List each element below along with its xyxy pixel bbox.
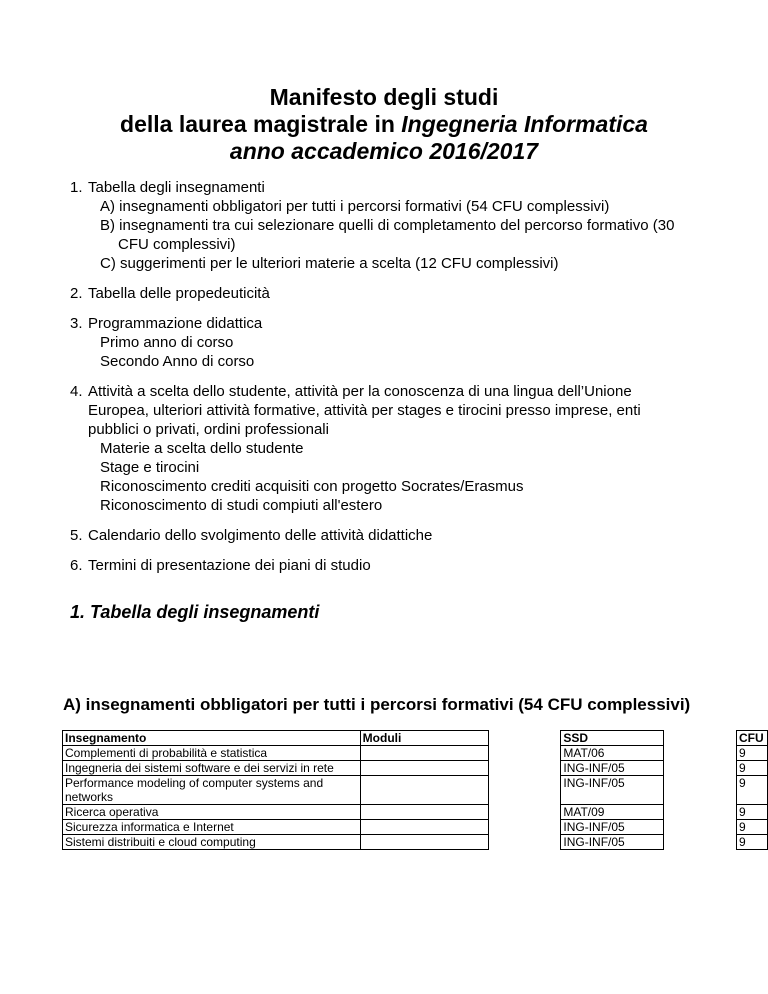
- toc-item-3: [70, 314, 730, 371]
- toc-label: Termini di presentazione dei piani di studio: [88, 557, 371, 574]
- course-moduli: [360, 805, 488, 820]
- toc-label-cont: Europea, ulteriori attività formative, attività per stages e tirocini presso imprese, enti: [88, 402, 641, 419]
- toc-num: 1.: [70, 179, 83, 196]
- column-gap: [664, 731, 737, 746]
- column-gap: [664, 835, 737, 850]
- course-moduli: [360, 820, 488, 835]
- toc-label: Calendario dello svolgimento delle attività didattiche: [88, 527, 433, 544]
- course-ssd: MAT/06: [561, 746, 664, 761]
- column-gap: [664, 805, 737, 820]
- column-gap: [664, 746, 737, 761]
- toc-item-1: [70, 178, 730, 273]
- section-heading: 1. Tabella degli insegnamenti: [70, 602, 320, 622]
- column-gap: [488, 746, 561, 761]
- course-name: Performance modeling of computer systems and networks: [63, 776, 361, 805]
- course-ssd: ING-INF/05: [561, 776, 664, 805]
- toc-sub: Stage e tirocini: [100, 459, 200, 476]
- course-name: Sicurezza informatica e Internet: [63, 820, 361, 835]
- course-cfu: 9: [737, 746, 768, 761]
- course-ssd: ING-INF/05: [561, 820, 664, 835]
- title-line-1: Manifesto degli studi: [269, 84, 499, 110]
- course-cfu: 9: [737, 776, 768, 805]
- column-gap: [488, 776, 561, 805]
- table-row: [63, 820, 768, 835]
- toc-sub: Materie a scelta dello studente: [100, 440, 304, 457]
- document-title: [0, 84, 768, 165]
- course-moduli: [360, 835, 488, 850]
- toc-item-4: [70, 382, 730, 515]
- header-ssd: SSD: [561, 731, 664, 746]
- table-row: [63, 835, 768, 850]
- toc-num: 2.: [70, 285, 83, 302]
- column-gap: [664, 761, 737, 776]
- course-cfu: 9: [737, 835, 768, 850]
- column-gap: [488, 805, 561, 820]
- title-line-3: anno accademico 2016/2017: [229, 138, 539, 164]
- course-cfu: 9: [737, 761, 768, 776]
- toc-label: Attività a scelta dello studente, attività per la conoscenza di una lingua dell’Unione: [88, 383, 632, 400]
- course-name: Complementi di probabilità e statistica: [63, 746, 361, 761]
- toc-sub: CFU complessivi): [118, 236, 236, 253]
- table-row: [63, 746, 768, 761]
- table-row: [63, 776, 768, 805]
- course-cfu: 9: [737, 805, 768, 820]
- toc-label-cont: pubblici o privati, ordini professionali: [88, 421, 329, 438]
- table-row: [63, 761, 768, 776]
- toc-item-5: [70, 526, 730, 545]
- course-name: Ingegneria dei sistemi software e dei servizi in rete: [63, 761, 361, 776]
- course-cfu: 9: [737, 820, 768, 835]
- toc-sub: Riconoscimento di studi compiuti all'estero: [100, 497, 383, 514]
- course-moduli: [360, 761, 488, 776]
- table-row: [63, 805, 768, 820]
- toc-item-6: [70, 556, 730, 575]
- column-gap: [488, 820, 561, 835]
- toc-num: 3.: [70, 315, 83, 332]
- toc-label: Tabella degli insegnamenti: [88, 179, 265, 196]
- toc-label: Programmazione didattica: [88, 315, 263, 332]
- course-moduli: [360, 776, 488, 805]
- title-line-2-italic: Ingegneria Informatica: [401, 111, 648, 137]
- toc-sub: B) insegnamenti tra cui selezionare quelli di completamento del percorso formativo (30: [100, 217, 675, 234]
- column-gap: [488, 761, 561, 776]
- toc-sub: Riconoscimento crediti acquisiti con progetto Socrates/Erasmus: [100, 478, 524, 495]
- toc-label: Tabella delle propedeuticità: [88, 285, 270, 302]
- toc-num: 4.: [70, 383, 83, 400]
- header-insegnamento: Insegnamento: [63, 731, 361, 746]
- header-cfu: CFU: [737, 731, 768, 746]
- subsection-heading: A) insegnamenti obbligatori per tutti i percorsi formativi (54 CFU complessivi): [63, 695, 691, 714]
- toc-sub: Secondo Anno di corso: [100, 353, 255, 370]
- column-gap: [488, 731, 561, 746]
- toc-num: 6.: [70, 557, 83, 574]
- toc-sub: A) insegnamenti obbligatori per tutti i percorsi formativi (54 CFU complessivi): [100, 198, 610, 215]
- course-name: Sistemi distribuiti e cloud computing: [63, 835, 361, 850]
- header-moduli: Moduli: [360, 731, 488, 746]
- course-name: Ricerca operativa: [63, 805, 361, 820]
- title-line-2-prefix: della laurea magistrale in: [120, 111, 402, 137]
- course-moduli: [360, 746, 488, 761]
- column-gap: [664, 776, 737, 805]
- course-ssd: ING-INF/05: [561, 835, 664, 850]
- title-line-2: [0, 111, 768, 138]
- table-of-contents: [70, 178, 730, 586]
- toc-item-2: [70, 284, 730, 303]
- toc-sub: C) suggerimenti per le ulteriori materie a scelta (12 CFU complessivi): [100, 255, 559, 272]
- course-ssd: ING-INF/05: [561, 761, 664, 776]
- toc-sub: Primo anno di corso: [100, 334, 234, 351]
- column-gap: [664, 820, 737, 835]
- course-ssd: MAT/09: [561, 805, 664, 820]
- toc-num: 5.: [70, 527, 83, 544]
- courses-table: [62, 730, 768, 850]
- column-gap: [488, 835, 561, 850]
- table-header-row: [63, 731, 768, 746]
